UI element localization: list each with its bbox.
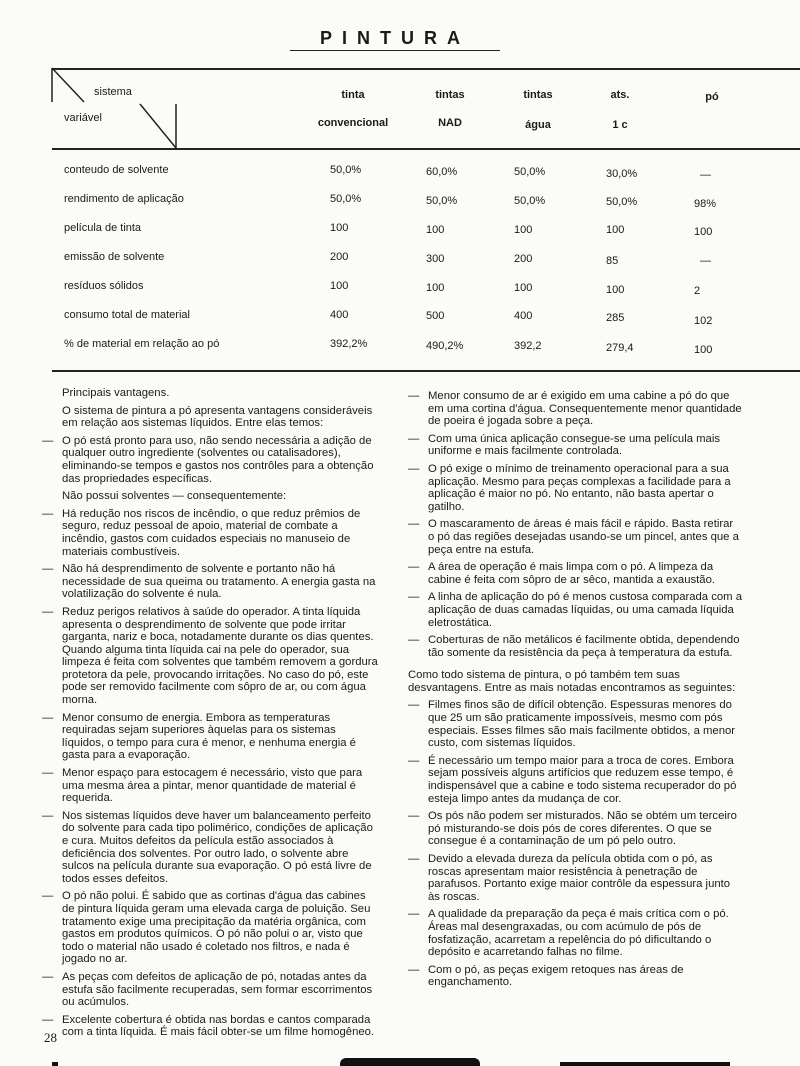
table-cell: 200: [514, 253, 533, 265]
list-dash: —: [42, 507, 54, 520]
list-item-text: Reduz perigos relativos à saúde do operador. A tinta líquida apresenta o desprendimento de solvente que pode irritar garganta, nariz e boca, notadamente durante os dias quentes. Quando alguma tinta líquida cai na pele do operador, sua limpeza é feita com solventes que também removem a gordura protetora da pele, provocando irritações. No caso do pó, este pode ser removido facilmente com sôpro de ar, ou com água morna.: [62, 605, 378, 707]
table-cell: 100: [514, 224, 533, 236]
list-item-text: Filmes finos são de difícil obtenção. Espessuras menores do que 25 um são praticamente impossíveis, mesmo com pós especiais. Esses filmes são mais facilmente obtidos, a menor custo, com sistemas líquidos.: [428, 699, 736, 750]
list-item-text: O pó exige o mínimo de treinamento operacional para a sua aplicação. Mesmo para peças complexas a facilidade para a aplicação é maior no pó. No entanto, não basta apertar o gatilho.: [428, 462, 731, 513]
table-row-label: consumo total de material: [64, 309, 190, 321]
table-cell: 100: [606, 224, 625, 236]
list-item: [408, 964, 742, 989]
table-row-label: resíduos sólidos: [64, 280, 144, 292]
list-dash: —: [408, 908, 420, 921]
advantages-intro: O sistema de pintura a pó apresenta vantagens consideráveis em relação aos sistemas líquidos. Entre elas temos:: [62, 404, 373, 430]
list-item: [42, 563, 378, 601]
table-cell: 392,2: [514, 340, 542, 352]
table-cell: 98%: [694, 198, 717, 210]
list-item: [408, 755, 742, 805]
list-item-text: Excelente cobertura é obtida nas bordas e cantos comparada com a tinta líquida. É mais fácil obter-se um filme homogêneo.: [62, 1013, 375, 1039]
list-item-text: Com uma única aplicação consegue-se uma película mais uniforme e mais facilmente controlada.: [428, 432, 720, 458]
list-dash: —: [408, 561, 420, 574]
col-header-5-line1: pó: [705, 91, 719, 103]
col-header-1-line1: tinta: [341, 89, 365, 101]
list-item: [408, 634, 742, 659]
list-dash: —: [408, 634, 420, 647]
list-dash: —: [42, 970, 54, 983]
list-item: [408, 561, 742, 586]
col-header-1-line2: convencional: [317, 117, 389, 129]
table-cell: 400: [330, 309, 349, 321]
table-cell: 392,2%: [330, 338, 368, 350]
table-cell: 50,0%: [330, 164, 362, 176]
list-item: [42, 712, 378, 762]
list-item-text: Menor consumo de energia. Embora as temperaturas requiradas sejam superiores àquelas para os sistemas líquidos, o tempo para cura é menor, e nenhuma energia é gasta para a evaporação.: [62, 711, 356, 762]
list-item: [408, 908, 742, 958]
table-header-diagonals: [0, 0, 800, 160]
list-item: [408, 699, 742, 749]
table-cell: 102: [694, 315, 713, 327]
no-solvents-heading: Não possui solventes — consequentemente:: [62, 490, 287, 503]
table-cell: 100: [606, 284, 625, 296]
list-item-text: Não há desprendimento de solvente e portanto não há necessidade de sua queima ou tratamento. A energia gasta na volatilização do solvente é nula.: [62, 563, 376, 601]
table-header-row-label: sistema: [94, 86, 132, 98]
list-item: [408, 518, 742, 556]
list-dash: —: [408, 462, 420, 475]
list-item-text: Coberturas de não metálicos é facilmente obtida, dependendo tão somente da resistência da peça à temperatura da estufa.: [428, 634, 740, 659]
table-cell: 50,0%: [426, 195, 458, 207]
list-item-text: Os pós não podem ser misturados. Não se obtém um terceiro pó misturando-se dois pós de cores diferentes. O que se consegue é a contaminação de um pó pelo outro.: [428, 810, 737, 848]
table-cell: 100: [694, 226, 713, 238]
list-dash: —: [42, 605, 54, 618]
list-item-text: A linha de aplicação do pó é menos custosa comparada com a aplicação de duas camadas líquidas, ou uma camada líquida eletrostática.: [428, 591, 742, 629]
col-header-4-line1: ats.: [610, 89, 630, 101]
col-header-4-line2: 1 c: [612, 119, 628, 131]
list-item-text: Nos sistemas líquidos deve haver um balanceamento perfeito do solvente para cada tipo polimérico, condições de aplicação e cura. Muitos defeitos da película estão associados à deficiência dos solventes. Por outro lado, o solvente abre sulcos na película durante sua evaporação. O pó está livre de todos esses defeitos.: [62, 809, 373, 885]
list-item-text: Devido a elevada dureza da película obtida com o pó, as roscas apresentam maior resistência à penetração de parafusos. Portanto exige maior contrôle da espessura junto às roscas.: [428, 853, 731, 903]
table-cell: —: [700, 169, 711, 181]
table-cell: 50,0%: [514, 195, 546, 207]
table-cell: 490,2%: [426, 340, 464, 352]
list-dash: —: [408, 754, 420, 767]
table-cell: 100: [426, 224, 445, 236]
list-dash: —: [408, 963, 420, 976]
table-cell: 300: [426, 253, 445, 265]
table-cell: 500: [426, 310, 445, 322]
table-cell: 2: [694, 285, 701, 297]
table-row-label: emissão de solvente: [64, 251, 165, 263]
list-item: — O pó está pronto para uso, não sendo necessária a adição de qualquer outro ingrediente (solventes ou catalisadores), eliminando-se tempos e gastos nos contrôles para a obtenção das propriedades específicas.: [42, 434, 374, 485]
scan-mark: [52, 1062, 58, 1066]
list-dash: —: [42, 809, 54, 822]
list-item-text: A qualidade da preparação da peça é mais crítica com o pó. Áreas mal desengraxadas, ou com acúmulo de pós de fosfatização, acarretam a repelência do pó dificultando o depósito e acarretando falhas no filme.: [428, 908, 729, 959]
list-item: [42, 508, 378, 558]
table-bottom-rule: [52, 370, 800, 372]
list-dash: —: [42, 890, 54, 903]
table-cell: 400: [514, 310, 533, 322]
list-dash: —: [408, 591, 420, 604]
advantages-list: [42, 508, 378, 1039]
list-dash: —: [42, 711, 54, 724]
advantages-list-continued: [408, 390, 742, 659]
col-header-3-line1: tintas: [523, 89, 553, 101]
list-dash: —: [408, 810, 420, 823]
list-item-text: A área de operação é mais limpa com o pó. A limpeza da cabine é feita com sôpro de ar sêco, mantida a exaustão.: [428, 561, 715, 586]
list-item: [408, 390, 742, 428]
list-item-text: O pó não polui. É sabido que as cortinas d'água das cabines de pintura líquida geram uma elevada carga de poluição. Seu tratamento exige uma precipitação da matéria orgânica, com gastos em produtos químicos. O pó não polui o ar, visto que todo o material não usado é coletado nos filtros, e nada é jogado no ar.: [62, 890, 371, 966]
scan-mark: [560, 1062, 730, 1066]
list-item: [408, 463, 742, 513]
list-dash: —: [42, 1013, 54, 1026]
list-dash: —: [408, 699, 420, 712]
table-row-label: rendimento de aplicação: [64, 193, 184, 205]
table-cell: 50,0%: [330, 193, 362, 205]
list-item: [42, 971, 378, 1009]
list-item: [42, 606, 378, 707]
disadvantages-intro: Como todo sistema de pintura, o pó também tem suas desvantagens. Entre as mais notadas encontramos as seguintes:: [408, 669, 736, 694]
table-row-label: conteudo de solvente: [64, 164, 169, 176]
list-dash: —: [42, 767, 54, 780]
list-item-text: As peças com defeitos de aplicação de pó, notadas antes da estufa são facilmente recuperadas, sem formar escorrimentos ou acúmulos.: [62, 970, 373, 1009]
list-item: [408, 853, 742, 903]
list-dash: —: [408, 432, 420, 445]
table-cell: 50,0%: [514, 166, 546, 178]
list-item: [42, 810, 378, 886]
list-item: [408, 810, 742, 848]
table-cell: 100: [426, 282, 445, 294]
table-cell: 200: [330, 251, 349, 263]
col-header-2-line1: tintas: [435, 89, 465, 101]
list-item: [408, 591, 742, 629]
col-header-2-line2: NAD: [438, 117, 462, 129]
list-item-text: O mascaramento de áreas é mais fácil e rápido. Basta retirar o pó das regiões desejadas usando-se um pincel, antes que a peça entre na estufa.: [428, 518, 739, 556]
list-item: [42, 1014, 378, 1039]
list-dash: —: [408, 853, 420, 865]
list-item: [42, 890, 378, 966]
table-cell: 100: [330, 222, 349, 234]
table-cell: 30,0%: [606, 168, 638, 180]
disadvantages-list: [408, 699, 742, 988]
list-dash: —: [408, 518, 420, 531]
list-item-text: É necessário um tempo maior para a troca de cores. Embora sejam possíveis alguns artifícios que reduzem esse tempo, é indispensável que a cabine e todo sistema recuperador do pó esteja limpo antes da mudança de cor.: [428, 754, 737, 805]
table-cell: 100: [694, 344, 713, 356]
table-header-col-label: variável: [64, 112, 102, 124]
table-cell: 60,0%: [426, 166, 458, 178]
table-cell: 85: [606, 255, 619, 267]
list-item-text: Há redução nos riscos de incêndio, o que reduz prêmios de seguro, reduz pessoal de apoio, material de combate a incêndio, gastos com cuidados especiais no manuseio de materiais combustíveis.: [62, 507, 361, 558]
list-dash: —: [42, 563, 54, 576]
table-cell: 279,4: [606, 342, 634, 354]
list-item-text: Com o pó, as peças exigem retoques nas áreas de enganchamento.: [428, 963, 684, 989]
table-row-label: película de tinta: [64, 222, 142, 234]
list-item-text: Menor espaço para estocagem é necessário, visto que para uma mesma área a pintar, menor quantidade de material é requerida.: [62, 767, 363, 805]
right-column: [408, 390, 742, 994]
list-item: [408, 433, 742, 458]
list-item-text: Menor consumo de ar é exigido em uma cabine a pó do que em uma cortina d'água. Consequentemente menor quantidade de poeira é jogada sobre a peça.: [428, 390, 742, 428]
table-cell: 100: [514, 282, 533, 294]
advantages-heading: Principais vantagens.: [62, 387, 170, 399]
table-cell: —: [700, 255, 711, 267]
table-header-rule: [52, 148, 800, 150]
scan-mark: [340, 1058, 480, 1066]
table-cell: 50,0%: [606, 196, 638, 208]
table-row-label: % de material em relação ao pó: [64, 338, 220, 350]
list-item: [42, 767, 378, 805]
page-title: PINTURA: [320, 28, 470, 48]
table-cell: 100: [330, 280, 349, 292]
col-header-3-line2: água: [525, 119, 551, 131]
list-dash: —: [408, 390, 420, 402]
table-cell: 285: [606, 312, 625, 324]
page-number: 28: [44, 1030, 57, 1045]
